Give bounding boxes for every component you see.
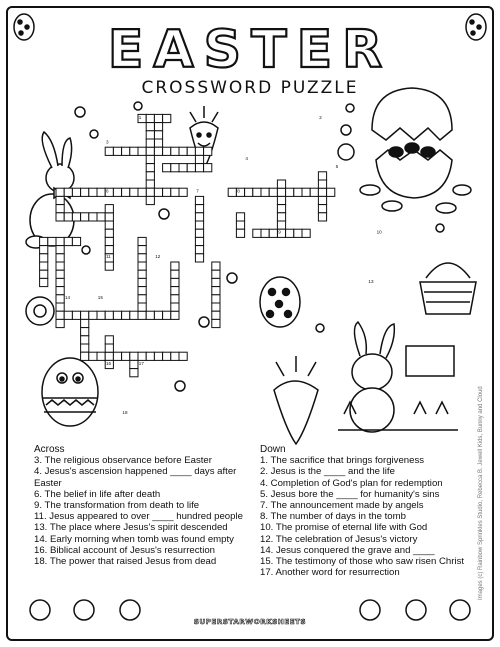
crossword-cell[interactable] [163,164,171,172]
crossword-cell[interactable] [105,147,113,155]
crossword-cell[interactable] [154,188,162,196]
down-clue-15: 15. The testimony of those who saw risen Christ [260,556,465,568]
crossword-cell[interactable] [286,188,294,196]
crossword-cell[interactable] [171,287,179,295]
crossword-cell[interactable] [212,278,220,286]
crossword-cell[interactable] [97,311,105,319]
crossword-cell[interactable] [204,164,212,172]
crossword-cell[interactable] [163,311,171,319]
crossword-cell[interactable] [64,213,72,221]
crossword-cell[interactable] [187,164,195,172]
crossword-cell[interactable] [105,336,113,344]
clue-number: 9 [278,229,281,235]
crossword-cell[interactable] [40,262,48,270]
crossword-cell[interactable] [253,229,261,237]
crossword-cell[interactable] [138,278,146,286]
crossword-cell[interactable] [122,352,130,360]
crossword-cell[interactable] [171,147,179,155]
crossword-cell[interactable] [171,262,179,270]
crossword-cell[interactable] [195,254,203,262]
crossword-cell[interactable] [277,205,285,213]
clue-number: 15 [97,295,103,301]
crossword-cell[interactable] [40,237,48,245]
crossword-cell[interactable] [277,213,285,221]
crossword-cell[interactable] [318,205,326,213]
crossword-cell[interactable] [269,188,277,196]
crossword-cell[interactable] [56,254,64,262]
crossword-cell[interactable] [163,188,171,196]
crossword-cell[interactable] [105,352,113,360]
crossword-cell[interactable] [146,196,154,204]
across-clue-16: 16. Biblical account of Jesus's resurrection [34,544,216,556]
crossword-cell[interactable] [89,213,97,221]
crossword-cell[interactable] [261,188,269,196]
down-clue-2: 2. Jesus is the ____ and the life [260,466,395,478]
crossword-cell[interactable] [163,147,171,155]
crossword-cell[interactable] [154,123,162,131]
crossword-cell[interactable] [56,237,64,245]
down-clue-17: 17. Another word for resurrection [260,567,400,579]
crossword-cell[interactable] [195,164,203,172]
crossword-cell[interactable] [105,213,113,221]
crossword-cell[interactable] [56,205,64,213]
crossword-cell[interactable] [130,188,138,196]
clue-number: 8 [237,188,240,194]
crossword-cell[interactable] [138,188,146,196]
crossword-cell[interactable] [318,188,326,196]
crossword-cell[interactable] [146,188,154,196]
crossword-cell[interactable] [113,352,121,360]
crossword-cell[interactable] [228,188,236,196]
across-clue-11: 11. Jesus appeared to over ____ hundred people [34,511,243,523]
crossword-cell[interactable] [89,188,97,196]
crossword-cell[interactable] [138,287,146,295]
crossword-cell[interactable] [138,352,146,360]
crossword-cell[interactable] [89,352,97,360]
crossword-cell[interactable] [179,147,187,155]
crossword-cell[interactable] [146,123,154,131]
crossword-cell[interactable] [130,352,138,360]
down-clues [260,444,482,578]
crossword-cell[interactable] [130,311,138,319]
crossword-cell[interactable] [64,311,72,319]
crossword-cell[interactable] [318,213,326,221]
crossword-cell[interactable] [56,295,64,303]
across-heading: Across [34,444,65,455]
crossword-cell[interactable] [146,164,154,172]
crossword-cell[interactable] [130,360,138,368]
across-clue-14: 14. Early morning when tomb was found empty [34,533,234,545]
crossword-cell[interactable] [302,188,310,196]
crossword-cell[interactable] [105,344,113,352]
crossword-cell[interactable] [302,229,310,237]
crossword-cell[interactable] [269,229,277,237]
crossword-cell[interactable] [212,319,220,327]
clue-number: 10 [376,229,382,235]
crossword-cell[interactable] [56,311,64,319]
crossword-cell[interactable] [138,270,146,278]
clue-number: 16 [106,360,112,366]
across-clue-4: 4. Jesus's ascension happened ____ days after Easter [34,466,240,489]
crossword-cell[interactable] [130,147,138,155]
crossword-cell[interactable] [171,164,179,172]
crossword-cell[interactable] [154,139,162,147]
crossword-cell[interactable] [105,237,113,245]
clue-number: 6 [106,188,109,194]
crossword-cell[interactable] [146,114,154,122]
crossword-cell[interactable] [81,213,89,221]
across-clue-18: 18. The power that raised Jesus from dead [34,556,217,568]
crossword-cell[interactable] [81,336,89,344]
crossword-cell[interactable] [171,303,179,311]
crossword-cell[interactable] [179,188,187,196]
crossword-cell[interactable] [146,155,154,163]
crossword-cell[interactable] [146,172,154,180]
crossword-cell[interactable] [122,188,130,196]
crossword-cell[interactable] [154,352,162,360]
crossword-cell[interactable] [138,295,146,303]
across-clues [34,444,252,567]
crossword-cell[interactable] [56,278,64,286]
crossword-cell[interactable] [56,246,64,254]
crossword-cell[interactable] [72,311,80,319]
crossword-cell[interactable] [236,221,244,229]
crossword-cell[interactable] [294,229,302,237]
crossword-cell[interactable] [163,114,171,122]
crossword-cell[interactable] [138,147,146,155]
crossword-cell[interactable] [212,295,220,303]
crossword-cell[interactable] [318,180,326,188]
crossword-cell[interactable] [56,303,64,311]
crossword-cell[interactable] [40,270,48,278]
crossword-cell[interactable] [146,139,154,147]
crossword-cell[interactable] [236,229,244,237]
down-clue-1: 1. The sacrifice that brings forgiveness [260,455,425,467]
clue-number: 3 [106,139,109,145]
crossword-cell[interactable] [56,319,64,327]
crossword-cell[interactable] [105,221,113,229]
clue-number: 11 [106,254,111,260]
crossword-cell[interactable] [105,205,113,213]
crossword-cell[interactable] [195,205,203,213]
crossword-cell[interactable] [171,278,179,286]
crossword-cell[interactable] [64,237,72,245]
crossword-cell[interactable] [212,262,220,270]
crossword-cell[interactable] [195,147,203,155]
clue-number: 2 [319,114,322,120]
crossword-cell[interactable] [154,114,162,122]
crossword-cell[interactable] [81,188,89,196]
crossword-cell[interactable] [195,246,203,254]
crossword-cell[interactable] [72,237,80,245]
brand-footer: SUPERSTARWORKSHEETS [193,618,307,626]
crossword-cell[interactable] [113,188,121,196]
crossword-cell[interactable] [195,155,203,163]
down-clue-5: 5. Jesus bore the ____ for humanity's sins [260,488,440,500]
across-clue-3: 3. The religious observance before Easter [34,455,212,467]
crossword-cell[interactable] [277,180,285,188]
crossword-cell[interactable] [212,287,220,295]
down-heading: Down [260,444,286,455]
crossword-cell[interactable] [122,147,130,155]
crossword-cell[interactable] [187,147,195,155]
crossword-cell[interactable] [204,147,212,155]
crossword-cell[interactable] [138,262,146,270]
crossword-cell[interactable] [81,319,89,327]
crossword-cell[interactable] [138,254,146,262]
clue-number: 5 [335,164,339,169]
crossword-cell[interactable] [212,311,220,319]
crossword-cell[interactable] [171,295,179,303]
clue-number: 18 [122,410,128,415]
crossword-cell[interactable] [318,172,326,180]
clue-number: 7 [196,188,199,194]
crossword-cell[interactable] [56,262,64,270]
crossword-cell[interactable] [146,131,154,139]
crossword-cell[interactable] [195,229,203,237]
crossword-cell[interactable] [56,196,64,204]
crossword-cell[interactable] [195,221,203,229]
crossword-cell[interactable] [286,229,294,237]
crossword-cell[interactable] [138,303,146,311]
crossword-cell[interactable] [154,147,162,155]
crossword-cell[interactable] [72,213,80,221]
crossword-cell[interactable] [261,229,269,237]
image-credit: Images (c) Rainbow Sprinkles Studio, Rebecca B. Jewell Kids, Bunny and Cloud [478,386,484,600]
crossword-cell[interactable] [40,278,48,286]
clue-number: 1 [138,114,142,120]
crossword-cell[interactable] [195,237,203,245]
crossword-cell[interactable] [105,262,113,270]
crossword-cell[interactable] [236,213,244,221]
crossword-cell[interactable] [56,287,64,295]
down-clue-7: 7. The announcement made by angels [260,500,424,512]
crossword-cell[interactable] [245,188,253,196]
across-clue-9: 9. The transformation from death to life [34,500,200,512]
crossword-cell[interactable] [195,196,203,204]
crossword-cell[interactable] [163,352,171,360]
crossword-cell[interactable] [253,188,261,196]
crossword-cell[interactable] [171,311,179,319]
crossword-cell[interactable] [48,237,56,245]
crossword-cell[interactable] [105,311,113,319]
crossword-cell[interactable] [146,147,154,155]
crossword-cell[interactable] [40,254,48,262]
crossword-cell[interactable] [212,303,220,311]
crossword-cell[interactable] [277,221,285,229]
crossword-cell[interactable] [105,229,113,237]
crossword-cell[interactable] [277,196,285,204]
crossword-cell[interactable] [89,311,97,319]
crossword-cell[interactable] [97,213,105,221]
crossword-cell[interactable] [138,246,146,254]
crossword-cell[interactable] [171,352,179,360]
crossword-cell[interactable] [146,180,154,188]
crossword-cell[interactable] [171,270,179,278]
crossword-cell[interactable] [64,188,72,196]
crossword-cell[interactable] [105,246,113,254]
crossword-cell[interactable] [122,311,130,319]
crossword-cell[interactable] [138,311,146,319]
crossword-cell[interactable] [154,311,162,319]
crossword-cell[interactable] [40,246,48,254]
crossword-cell[interactable] [138,237,146,245]
crossword-cell[interactable] [81,311,89,319]
down-clue-4: 4. Completion of God's plan for redemption [260,477,443,489]
crossword-cell[interactable] [113,311,121,319]
crossword-cell[interactable] [56,188,64,196]
crossword-cell[interactable] [327,188,335,196]
crossword-cell[interactable] [113,147,121,155]
crossword-cell[interactable] [81,328,89,336]
crossword-cell[interactable] [72,188,80,196]
crossword-cell[interactable] [81,344,89,352]
down-clue-8: 8. The number of days in the tomb [260,511,406,523]
clue-number: 12 [155,254,161,260]
crossword-cell[interactable] [277,188,285,196]
crossword-cell[interactable] [146,352,154,360]
clue-number: 4 [245,155,248,161]
across-clue-6: 6. The belief in life after death [34,488,161,500]
crossword-cell[interactable] [171,188,179,196]
crossword-cell[interactable] [179,352,187,360]
crossword-cell[interactable] [318,196,326,204]
crossword-cell[interactable] [130,369,138,377]
crossword-cell[interactable] [97,188,105,196]
crossword-cell[interactable] [154,131,162,139]
down-clue-12: 12. The celebration of Jesus's victory [260,533,418,545]
crossword-cell[interactable] [146,311,154,319]
clue-number: 13 [368,278,374,284]
crossword-cell[interactable] [56,270,64,278]
down-clue-14: 14. Jesus conquered the grave and ____ [260,544,435,556]
crossword-cell[interactable] [294,188,302,196]
down-clue-10: 10. The promise of eternal life with God [260,522,428,534]
page-title: EASTER [107,20,393,80]
crossword-cell[interactable] [97,352,105,360]
clue-number: 17 [138,360,144,366]
crossword-cell[interactable] [310,188,318,196]
crossword-cell[interactable] [179,164,187,172]
crossword-cell[interactable] [56,213,64,221]
across-clue-13: 13. The place where Jesus's spirit descended [34,522,228,534]
crossword-cell[interactable] [195,213,203,221]
page-subtitle: CROSSWORD PUZZLE [141,78,359,98]
crossword-cell[interactable] [212,270,220,278]
clue-number: 14 [65,295,71,301]
crossword-cell[interactable] [81,352,89,360]
